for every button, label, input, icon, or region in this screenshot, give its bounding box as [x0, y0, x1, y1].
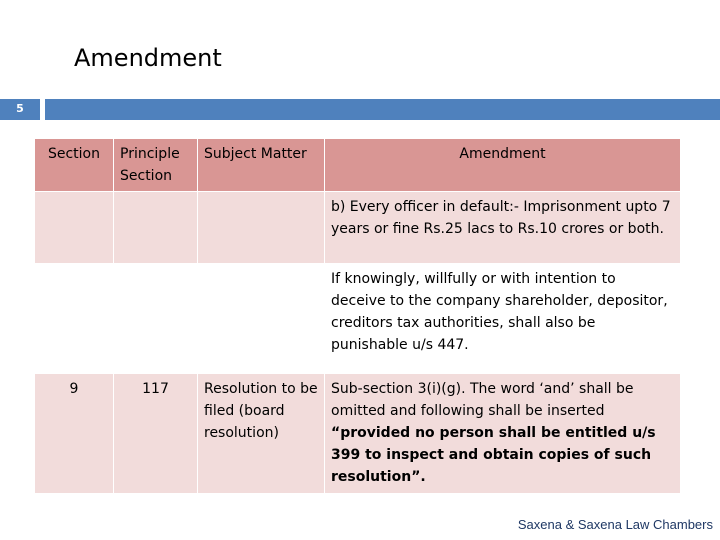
amendment-proviso: “provided no person shall be entitled u/s 399 to inspect and obtain copies of such resolution”. [331, 425, 656, 485]
table-header-row [35, 139, 681, 192]
table-row [35, 374, 681, 494]
cell-principle-section [114, 264, 198, 374]
table-row [35, 264, 681, 374]
cell-section [35, 264, 114, 374]
amendment-table [34, 138, 681, 494]
cell-principle-section: 117 [114, 374, 198, 494]
slide-title: Amendment [74, 44, 222, 72]
table-row [35, 192, 681, 264]
header-amendment: Amendment [325, 139, 681, 192]
cell-subject-matter: Resolution to be filed (board resolution) [198, 374, 325, 494]
footer-credit: Saxena & Saxena Law Chambers [517, 517, 713, 532]
cell-principle-section [114, 192, 198, 264]
header-section: Section [35, 139, 114, 192]
cell-amendment [325, 374, 681, 494]
header-subject-matter: Subject Matter [198, 139, 325, 192]
header-bar [45, 99, 720, 120]
cell-amendment: b) Every officer in default:- Imprisonment upto 7 years or fine Rs.25 lacs to Rs.10 crores or both. [325, 192, 681, 264]
cell-section: 9 [35, 374, 114, 494]
cell-subject-matter [198, 264, 325, 374]
amendment-text: Sub-section 3(i)(g). The word ‘and’ shall be omitted and following shall be inserted [331, 381, 634, 419]
cell-subject-matter [198, 192, 325, 264]
header-principle-section: Principle Section [114, 139, 198, 192]
cell-amendment: If knowingly, willfully or with intention to deceive to the company shareholder, depositor, creditors tax authorities, shall also be punishable u/s 447. [325, 264, 681, 374]
page-number: 5 [0, 99, 40, 120]
cell-section [35, 192, 114, 264]
